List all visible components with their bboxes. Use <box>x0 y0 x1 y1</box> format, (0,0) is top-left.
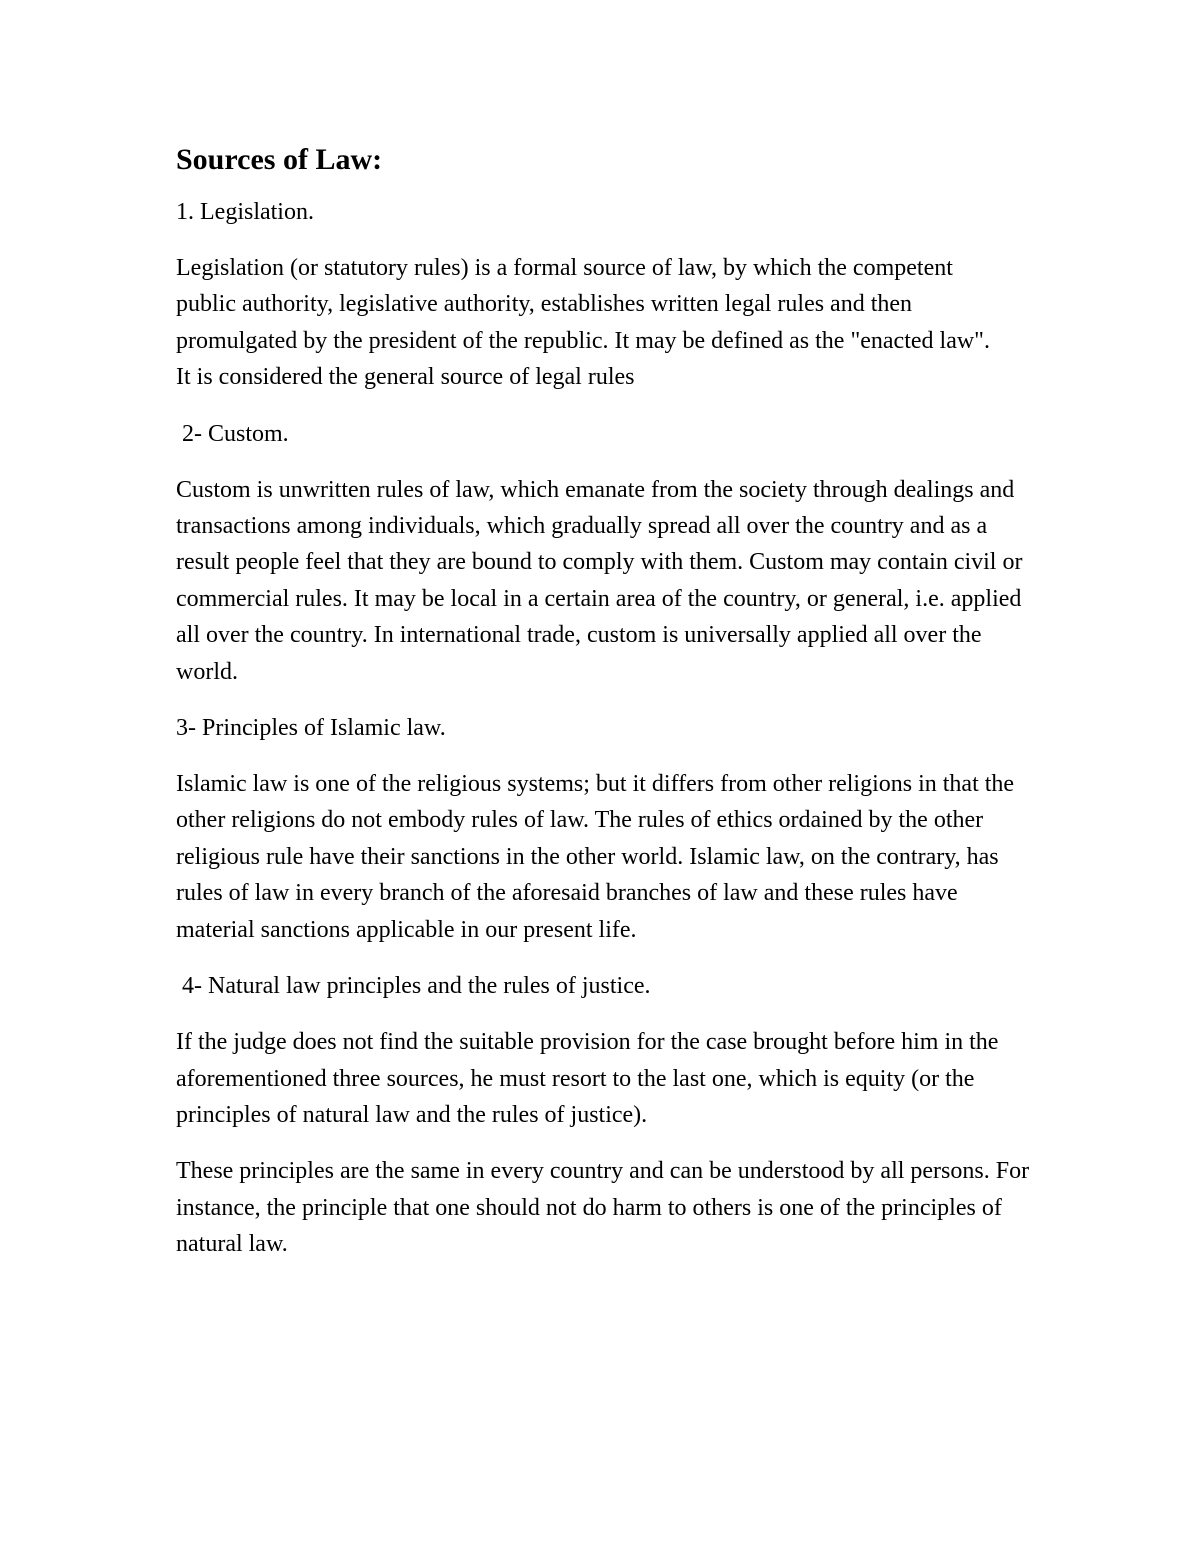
section-heading-legislation: 1. Legislation. <box>176 199 314 225</box>
page-title: Sources of Law: <box>176 143 383 176</box>
paragraph-natural-law-principles: These principles are the same in every country and can be understood by all persons. For instance, the principle that one should not do harm to others is one of the principles of natural law. <box>176 1158 1030 1258</box>
paragraph-legislation: Legislation (or statutory rules) is a formal source of law, by which the competent public authority, legislative authority, establishes written legal rules and then promulgated by the president of the republic. It may be defined as the "enacted law". It is considered the general source of legal rules <box>176 255 990 391</box>
paragraph-natural-law: If the judge does not find the suitable provision for the case brought before him in the aforementioned three sources, he must resort to the last one, which is equity (or the principles of natural law and the rules of justice). <box>176 1029 999 1128</box>
paragraph-islamic-law: Islamic law is one of the religious systems; but it differs from other religions in that the other religions do not embody rules of law. The rules of ethics ordained by the other religious rule have their sanctions in the other world. Islamic law, on the contrary, has rules of law in every branch of the aforesaid branches of law and these rules have material sanctions applicable in our present life. <box>176 771 1015 943</box>
paragraph-custom: Custom is unwritten rules of law, which emanate from the society through dealings and transactions among individuals, which gradually spread all over the country and as a result people feel that they are bound to comply with them. Custom may contain civil or commercial rules. It may be local in a certain area of the country, or general, i.e. applied all over the country. In international trade, custom is universally applied all over the world. <box>176 476 1023 685</box>
section-heading-natural-law: 4- Natural law principles and the rules of justice. <box>176 973 651 1000</box>
document-content <box>176 140 1036 1283</box>
section-heading-islamic-law: 3- Principles of Islamic law. <box>176 715 446 742</box>
section-heading-custom: 2- Custom. <box>176 420 289 447</box>
